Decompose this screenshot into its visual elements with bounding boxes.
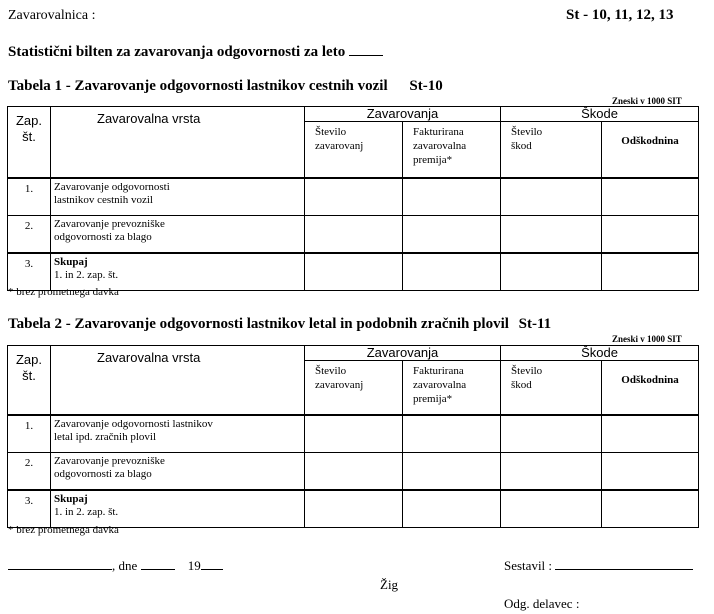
table1-group-claims: Škode [501, 107, 699, 122]
table-row [8, 452, 699, 490]
table1-header-vrsta: Zavarovalna vrsta [51, 107, 305, 178]
cell-premija[interactable] [403, 215, 501, 253]
cell-stevilo-skod[interactable] [501, 452, 602, 490]
cell-premija[interactable] [403, 415, 501, 453]
cell-stevilo-skod[interactable] [501, 253, 602, 291]
table1-header-stevilo-zav: Število zavarovanj [305, 122, 403, 178]
row-number: 1. [8, 178, 51, 216]
table-row [8, 415, 699, 453]
row-description: Zavarovanje prevozniške odgovornosti za blago [51, 452, 305, 490]
table1-header-zap: Zap. št. [8, 107, 51, 178]
cell-odskodnina[interactable] [602, 452, 699, 490]
cell-stevilo-zav[interactable] [305, 490, 403, 528]
table2-header-premija: Fakturirana zavarovalna premija* [403, 361, 501, 415]
row-description: Skupaj 1. in 2. zap. št. [51, 253, 305, 291]
row-number: 3. [8, 253, 51, 291]
cell-odskodnina[interactable] [602, 415, 699, 453]
table1-header-odskodnina: Odškodnina [602, 122, 699, 178]
cell-premija[interactable] [403, 490, 501, 528]
insurer-label: Zavarovalnica : [8, 8, 96, 23]
row-description: Zavarovanje odgovornosti lastnikov cestnih vozil [51, 178, 305, 216]
cell-stevilo-skod[interactable] [501, 415, 602, 453]
table1-group-insurance: Zavarovanja [305, 107, 501, 122]
cell-stevilo-skod[interactable] [501, 215, 602, 253]
responsible-label: Odg. delavec : [504, 596, 580, 611]
cell-stevilo-zav[interactable] [305, 452, 403, 490]
row-number: 3. [8, 490, 51, 528]
table2-header-stevilo-skod: Število škod [501, 361, 602, 415]
table2-header-odskodnina: Odškodnina [602, 361, 699, 415]
table-row [8, 178, 699, 216]
table2-title [8, 316, 551, 333]
table1-header-premija: Fakturirana zavarovalna premija* [403, 122, 501, 178]
table2-code: St-11 [518, 316, 552, 332]
table2-header-vrsta: Zavarovalna vrsta [51, 346, 305, 415]
cell-stevilo-zav[interactable] [305, 415, 403, 453]
table1-title-text: Tabela 1 - Zavarovanje odgovornosti lastnikov cestnih vozil [8, 78, 388, 94]
stamp-label: Žig [380, 577, 399, 592]
cell-stevilo-zav[interactable] [305, 178, 403, 216]
table2-group-claims: Škode [501, 346, 699, 361]
cell-odskodnina[interactable] [602, 215, 699, 253]
table2-header-zap: Zap. št. [8, 346, 51, 415]
year-prefix: 19 [187, 558, 201, 573]
table2-footnote: * brez prometnega davka [8, 524, 119, 536]
cell-premija[interactable] [403, 178, 501, 216]
table1-footnote: * brez prometnega davka [8, 286, 119, 298]
bulletin-title [8, 44, 383, 61]
table2-header-stevilo-zav: Število zavarovanj [305, 361, 403, 415]
table2-group-insurance: Zavarovanja [305, 346, 501, 361]
row-number: 2. [8, 215, 51, 253]
table1-header-stevilo-skod: Število škod [501, 122, 602, 178]
form-codes: St - 10, 11, 12, 13 [566, 7, 674, 23]
bulletin-title-text: Statistični bilten za zavarovanja odgovornosti za leto [8, 44, 346, 60]
cell-premija[interactable] [403, 253, 501, 291]
cell-odskodnina[interactable] [602, 490, 699, 528]
year-blank[interactable] [349, 55, 383, 56]
table-row [8, 253, 699, 291]
table1-units: Zneski v 1000 SIT [612, 96, 682, 106]
table2-units: Zneski v 1000 SIT [612, 334, 682, 344]
compiled-by-label: Sestavil : [504, 558, 553, 573]
year-suffix-blank[interactable] [201, 569, 223, 570]
row-number: 2. [8, 452, 51, 490]
table1 [7, 106, 699, 291]
cell-stevilo-skod[interactable] [501, 490, 602, 528]
cell-stevilo-zav[interactable] [305, 215, 403, 253]
date-label: , dne [112, 558, 138, 573]
table2-title-text: Tabela 2 - Zavarovanje odgovornosti lastnikov letal in podobnih zračnih plovil [8, 316, 509, 332]
table2 [7, 345, 699, 528]
cell-premija[interactable] [403, 452, 501, 490]
date-line [8, 558, 223, 574]
cell-stevilo-skod[interactable] [501, 178, 602, 216]
row-description: Skupaj 1. in 2. zap. št. [51, 490, 305, 528]
place-blank[interactable] [8, 569, 112, 570]
table1-title [8, 78, 443, 95]
compiled-by-blank[interactable] [555, 569, 693, 570]
cell-odskodnina[interactable] [602, 253, 699, 291]
table-row [8, 215, 699, 253]
table1-code: St-10 [409, 78, 443, 94]
row-description: Zavarovanje odgovornosti lastnikov letal ipd. zračnih plovil [51, 415, 305, 453]
cell-odskodnina[interactable] [602, 178, 699, 216]
table-row [8, 490, 699, 528]
cell-stevilo-zav[interactable] [305, 253, 403, 291]
compiled-by-line [504, 558, 693, 574]
row-description: Zavarovanje prevozniške odgovornosti za blago [51, 215, 305, 253]
row-number: 1. [8, 415, 51, 453]
day-blank[interactable] [141, 569, 175, 570]
